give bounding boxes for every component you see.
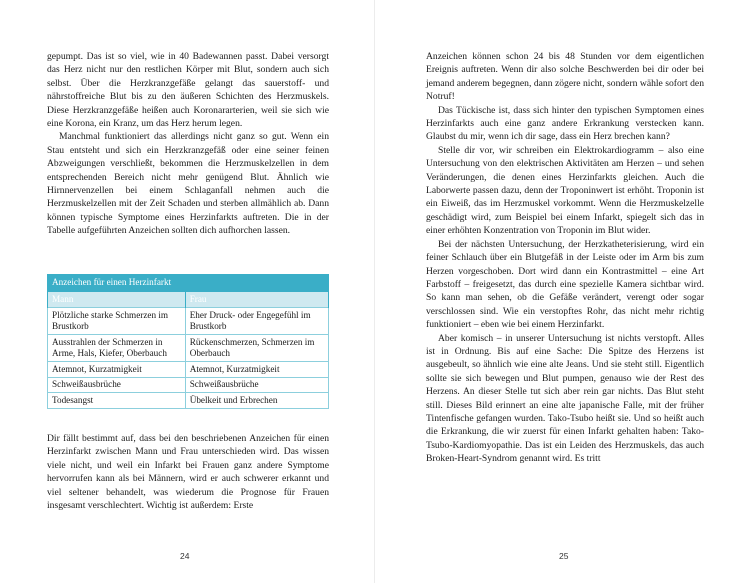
- page-number-right: 25: [559, 551, 569, 561]
- table-row: [48, 335, 329, 362]
- paragraph: Das Tückische ist, dass sich hinter den typischen Symptomen eines Herzinfarkts auch eine ganz andere Erkrankung verstecken kann. Glaubst du mir, wenn ich dir sage, dass ein Herz brechen kann?: [426, 104, 704, 143]
- table-row: [48, 362, 329, 378]
- paragraph: Aber komisch – in unserer Untersuchung ist nichts verstopft. Alles ist in Ordnung. Bis auf eine Sache: Die Spitze des Herzens ist ausgebeult, so ähnlich wie eine alte Jeans. Und sie steht still. Eigentlich sollte sie sich bewegen und Blut pumpen, genauso wie der Rest des Herzens. An dieser Stelle tut sich aber rein gar nichts. Das Blut steht still. Dieses Bild erinnert an eine alte japanische Falle, mit der früher Tintenfische gefangen wurden. Tako-Tsubo heißt sie. Und so heißt auch die Erkrankung, die wir zuerst für einen Infarkt gehalten haben: Tako-Tsubo-Kardiomyopathie. Das ist ein Leiden des Herzmuskels, das auch Broken-Heart-Syndrom genannt wird. Es tritt: [426, 332, 704, 465]
- paragraph: Anzeichen können schon 24 bis 48 Stunden vor dem eigentlichen Ereignis auftreten. Wenn dir also solche Beschwerden bei dir oder bei jemand anderem begegnen, dann zögere nicht, sondern wähle sofort den Notruf!: [426, 51, 704, 103]
- table-cell: Todesangst: [48, 393, 186, 409]
- paragraph: Dir fällt bestimmt auf, dass bei den beschriebenen Anzeichen für einen Herzinfarkt zwischen Mann und Frau unterschieden wird. Das wissen viele nicht, und weil ein Infarkt bei Frauen ganz andere Symptome hervorrufen kann als bei Männern, wird er auch schwerer erkannt und viel seltener behandelt, was wiederum die Prognose für Frauen insgesamt verschlechtert. Wichtig ist außerdem: Erste: [47, 433, 329, 512]
- table-row: [48, 377, 329, 393]
- table-cell: Ausstrahlen der Schmerzen in Arme, Hals, Kiefer, Oberbauch: [48, 335, 186, 362]
- table-caption: Anzeichen für einen Herzinfarkt: [48, 275, 329, 292]
- left-body-text-bottom: [47, 432, 329, 512]
- table-cell: Schweißausbrüche: [185, 377, 328, 393]
- table-cell: Übelkeit und Erbrechen: [185, 393, 328, 409]
- table-header-mann: Mann: [48, 291, 186, 308]
- table-cell: Rückenschmerzen, Schmerzen im Oberbauch: [185, 335, 328, 362]
- paragraph: Manchmal funktioniert das allerdings nicht ganz so gut. Wenn ein Stau entsteht und sich ein Herzkranzgefäß oder eine seiner feinen Abzweigungen verschließt, bekommen die Herzmuskelzellen in dem entsprechenden Bereich nicht mehr genügend Blut. Ähnlich wie Hirnnervenzellen bei einem Schlaganfall nehmen auch die Herzmuskelzellen mit der Zeit Schaden und sterben allmählich ab. Dann können typische Symptome eines Herzinfarkts auftreten. Die in der Tabelle aufgeführten Anzeichen sollten dich aufhorchen lassen.: [47, 131, 329, 237]
- right-body-text: [426, 50, 704, 466]
- paragraph: gepumpt. Das ist so viel, wie in 40 Badewannen passt. Dabei versorgt das Herz nicht nur den restlichen Körper mit Blut, sondern auch sich selbst. Über die Herzkranzgefäße gelangt das sauerstoff- und nährstoffreiche Blut bis zu den äußeren Schichten des Herzmuskels. Diese Herzkranzgefäße heißen auch Koronararterien, weil sie sich wie eine Korona, ein Kranz, um das Herz herum legen.: [47, 51, 329, 130]
- table-row: [48, 393, 329, 409]
- table-cell: Schweißausbrüche: [48, 377, 186, 393]
- paragraph: Bei der nächsten Untersuchung, der Herzkatheterisierung, wird ein feiner Schlauch über ein Blutgefäß in der Leiste oder im Arm bis zum Herzen vorgeschoben. Dort wird dann ein Kontrastmittel – eine Art Farbstoff – freigesetzt, das durch eine spezielle Kamera sichtbar wird. So kann man sehen, ob die Gefäße verändert, verengt oder sogar verschlossen sind. Wie ein verstopftes Rohr, das nicht mehr richtig funktioniert – eben wie bei einem Herzinfarkt.: [426, 238, 704, 331]
- table-cell: Plötzliche starke Schmerzen im Brustkorb: [48, 308, 186, 335]
- paragraph: Stelle dir vor, wir schreiben ein Elektrokardiogramm – also eine Untersuchung von den elektrischen Aktivitäten am Herzen – und sehen Veränderungen, die denen eines Herzinfarkts gleichen. Auch die Laborwerte passen dazu, denn der Troponinwert ist erhöht. Troponin ist ein Eiweiß, das im Herzmuskel vorkommt. Wenn die Herzmuskelzelle geschädigt wird, zum Beispiel bei einem Infarkt, spiegelt sich das in einer erhöhten Konzentration von Troponin im Blut wider.: [426, 144, 704, 237]
- symptoms-table: [47, 274, 329, 409]
- table-row: [48, 308, 329, 335]
- table-cell: Atemnot, Kurzatmigkeit: [185, 362, 328, 378]
- table-cell: Eher Druck- oder Engegefühl im Brustkorb: [185, 308, 328, 335]
- page-number-left: 24: [180, 551, 190, 561]
- table-cell: Atemnot, Kurzatmigkeit: [48, 362, 186, 378]
- left-body-text-top: [47, 50, 329, 238]
- table-header-frau: Frau: [185, 291, 328, 308]
